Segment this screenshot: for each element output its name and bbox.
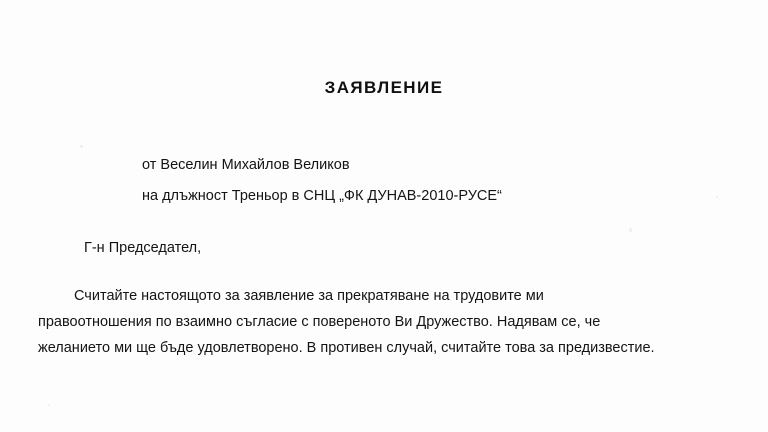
scan-speckle <box>716 196 718 198</box>
scan-speckle <box>48 404 50 406</box>
scan-speckle <box>629 228 632 232</box>
body-paragraph <box>38 283 656 361</box>
from-line-name: от Веселин Михайлов Великов <box>142 157 350 173</box>
scan-speckle <box>80 145 83 148</box>
salutation: Г-н Председател, <box>84 240 202 256</box>
body-paragraph-text: Считайте настоящото за заявление за прекратяване на трудовите ми правоотношения по взаимно съгласие с повереното Ви Дружество. Надявам се, че желанието ми ще бъде удовлетворено. В противен случай, считайте това за предизвестие. <box>38 288 655 356</box>
page-title: ЗАЯВЛЕНИЕ <box>324 78 444 97</box>
from-line-position: на длъжност Треньор в СНЦ „ФК ДУНАВ-2010-РУСЕ“ <box>142 188 502 204</box>
from-block <box>142 150 502 212</box>
